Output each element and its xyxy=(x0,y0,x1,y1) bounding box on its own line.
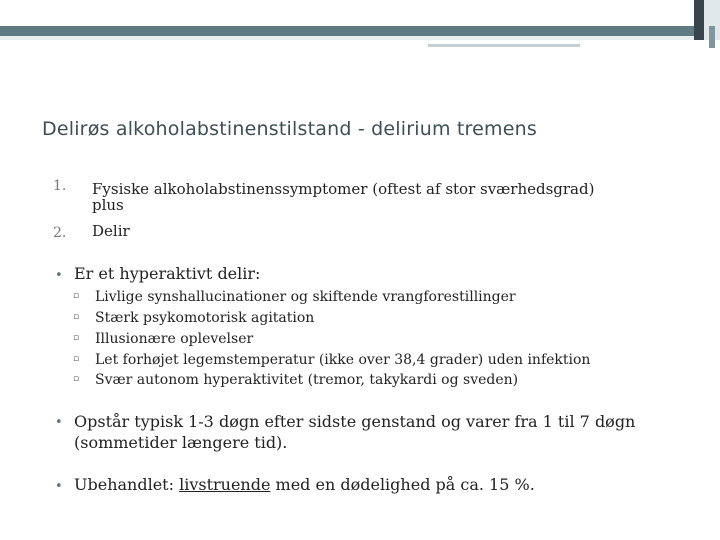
life-threatening-emphasis: livstruende xyxy=(179,475,271,494)
numbered-item-1 xyxy=(92,179,692,215)
sub-item: Let forhøjet legemstemperatur (ikke over 38,4 grader) uden infektion xyxy=(95,352,591,368)
sub-item: Stærk psykomotorisk agitation xyxy=(95,310,315,326)
list-number: 2. xyxy=(53,225,67,241)
header-accent-line xyxy=(428,44,580,47)
corner-decoration-dark xyxy=(694,0,704,40)
sub-item: Illusionære oplevelser xyxy=(95,331,254,347)
sub-item: Livlige synshallucinationer og skiftende vrangforestillinger xyxy=(95,289,516,305)
slide-title: Delirøs alkoholabstinenstilstand - delirium tremens xyxy=(42,118,537,140)
bullet-untreated xyxy=(74,474,704,495)
list-number: 1. xyxy=(53,178,67,194)
untreated-suffix: med en dødelighed på ca. 15 %. xyxy=(270,475,535,494)
sub-bullet-marker: ▫ xyxy=(73,333,80,343)
bullet-hyperactive-delir: Er et hyperaktivt delir: xyxy=(74,264,261,283)
sub-bullet-marker: ▫ xyxy=(73,291,80,301)
sub-bullet-marker: ▫ xyxy=(73,374,80,384)
bullet-duration-line1: Opstår typisk 1-3 døgn efter sidste genstand og varer fra 1 til 7 døgn xyxy=(74,412,636,431)
bullet-duration xyxy=(74,411,704,453)
sub-bullet-marker: ▫ xyxy=(73,312,80,322)
bullet-marker: • xyxy=(55,415,63,430)
bullet-marker: • xyxy=(55,268,63,283)
numbered-item-1-line2: plus xyxy=(92,196,124,214)
corner-decoration-mid xyxy=(709,26,715,48)
sub-item: Svær autonom hyperaktivitet (tremor, takykardi og sveden) xyxy=(95,372,519,388)
numbered-item-1-line1: Fysiske alkoholabstinenssymptomer (oftest af stor sværhedsgrad) xyxy=(92,180,595,198)
bullet-duration-line2: (sommetider længere tid). xyxy=(74,433,288,452)
bullet-marker: • xyxy=(55,479,63,494)
sub-bullet-marker: ▫ xyxy=(73,354,80,364)
header-bar-light xyxy=(0,36,694,40)
untreated-prefix: Ubehandlet: xyxy=(74,475,180,494)
numbered-item-2: Delir xyxy=(92,222,130,240)
header-bar xyxy=(0,26,694,36)
